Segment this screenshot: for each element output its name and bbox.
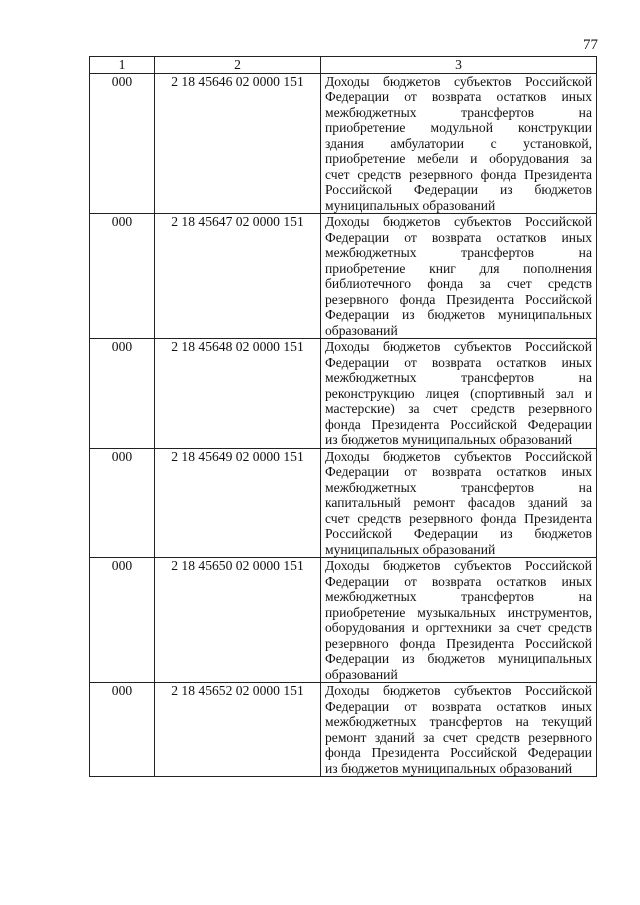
revenue-code-cell: 2 18 45647 02 0000 151 xyxy=(155,214,321,339)
admin-code-cell: 000 xyxy=(90,73,155,214)
description-line: из бюджетов муниципальных образований xyxy=(325,760,573,776)
description-line: мастерские) за счет средств резервного xyxy=(325,401,592,417)
description-line: Федерации из бюджетов муниципальных xyxy=(325,307,592,323)
description-cell xyxy=(321,73,597,214)
description-line: капитальный ремонт фасадов зданий за xyxy=(325,495,592,511)
column-header-3: 3 xyxy=(321,57,597,74)
table-row xyxy=(90,339,597,449)
description-cell xyxy=(321,214,597,339)
description-line: из бюджетов муниципальных образований xyxy=(325,432,573,448)
admin-code-cell: 000 xyxy=(90,448,155,558)
column-header-2: 2 xyxy=(155,57,321,74)
description-line: межбюджетных трансфертов на xyxy=(325,479,592,495)
table-row xyxy=(90,73,597,214)
description-line: оборудования и оргтехники за счет средств xyxy=(325,620,592,636)
description-line: Российской Федерации из бюджетов xyxy=(325,526,592,542)
description-line: Российской Федерации из бюджетов xyxy=(325,182,592,198)
description-line: Доходы бюджетов субъектов Российской xyxy=(325,683,592,699)
description-line: резервного фонда Президента Российской xyxy=(325,291,592,307)
description-line: Доходы бюджетов субъектов Российской xyxy=(325,214,592,230)
description-line: межбюджетных трансфертов на xyxy=(325,104,592,120)
description-line: муниципальных образований xyxy=(325,541,496,557)
table-row xyxy=(90,558,597,683)
table-row xyxy=(90,683,597,777)
description-line: Доходы бюджетов субъектов Российской xyxy=(325,448,592,464)
description-line: Доходы бюджетов субъектов Российской xyxy=(325,339,592,355)
description-line: библиотечного фонда за счет средств xyxy=(325,276,592,292)
description-line: Федерации от возврата остатков иных xyxy=(325,464,592,480)
description-line: Федерации от возврата остатков иных xyxy=(325,229,592,245)
table-row xyxy=(90,214,597,339)
description-line: приобретение книг для пополнения xyxy=(325,260,592,276)
column-header-1: 1 xyxy=(90,57,155,74)
description-line: фонда Президента Российской Федерации xyxy=(325,745,592,761)
description-line: счет средств резервного фонда Президента xyxy=(325,166,592,182)
description-line: фонда Президента Российской Федерации xyxy=(325,416,592,432)
description-line: приобретение модульной конструкции xyxy=(325,120,592,136)
description-line: Федерации от возврата остатков иных xyxy=(325,354,592,370)
admin-code-cell: 000 xyxy=(90,558,155,683)
description-line: приобретение музыкальных инструментов, xyxy=(325,604,592,620)
description-line: Доходы бюджетов субъектов Российской xyxy=(325,558,592,574)
description-line: счет средств резервного фонда Президента xyxy=(325,510,592,526)
description-line: межбюджетных трансфертов на xyxy=(325,245,592,261)
admin-code-cell: 000 xyxy=(90,683,155,777)
budget-revenue-table xyxy=(89,56,597,777)
admin-code-cell: 000 xyxy=(90,339,155,449)
description-line: образований xyxy=(325,322,398,338)
description-line: Федерации от возврата остатков иных xyxy=(325,573,592,589)
description-cell xyxy=(321,448,597,558)
description-line: муниципальных образований xyxy=(325,197,496,213)
page-number: 77 xyxy=(583,37,598,53)
table-header-row xyxy=(90,57,597,74)
description-line: ремонт зданий за счет средств резервного xyxy=(325,729,592,745)
revenue-code-cell: 2 18 45650 02 0000 151 xyxy=(155,558,321,683)
description-line: реконструкцию лицея (спортивный зал и xyxy=(325,385,592,401)
revenue-code-cell: 2 18 45652 02 0000 151 xyxy=(155,683,321,777)
description-cell xyxy=(321,339,597,449)
description-line: образований xyxy=(325,666,398,682)
description-line: Федерации из бюджетов муниципальных xyxy=(325,651,592,667)
table-body xyxy=(90,73,597,777)
description-line: приобретение мебели и оборудования за xyxy=(325,151,592,167)
description-line: Федерации от возврата остатков иных xyxy=(325,89,592,105)
revenue-code-cell: 2 18 45648 02 0000 151 xyxy=(155,339,321,449)
revenue-code-cell: 2 18 45646 02 0000 151 xyxy=(155,73,321,214)
table-row xyxy=(90,448,597,558)
revenue-code-cell: 2 18 45649 02 0000 151 xyxy=(155,448,321,558)
description-line: Доходы бюджетов субъектов Российской xyxy=(325,73,592,89)
description-line: резервного фонда Президента Российской xyxy=(325,635,592,651)
description-line: Федерации от возврата остатков иных xyxy=(325,698,592,714)
description-line: межбюджетных трансфертов на xyxy=(325,370,592,386)
description-line: межбюджетных трансфертов на текущий xyxy=(325,714,592,730)
description-cell xyxy=(321,558,597,683)
description-line: здания амбулатории с установкой, xyxy=(325,135,592,151)
admin-code-cell: 000 xyxy=(90,214,155,339)
description-cell xyxy=(321,683,597,777)
description-line: межбюджетных трансфертов на xyxy=(325,589,592,605)
